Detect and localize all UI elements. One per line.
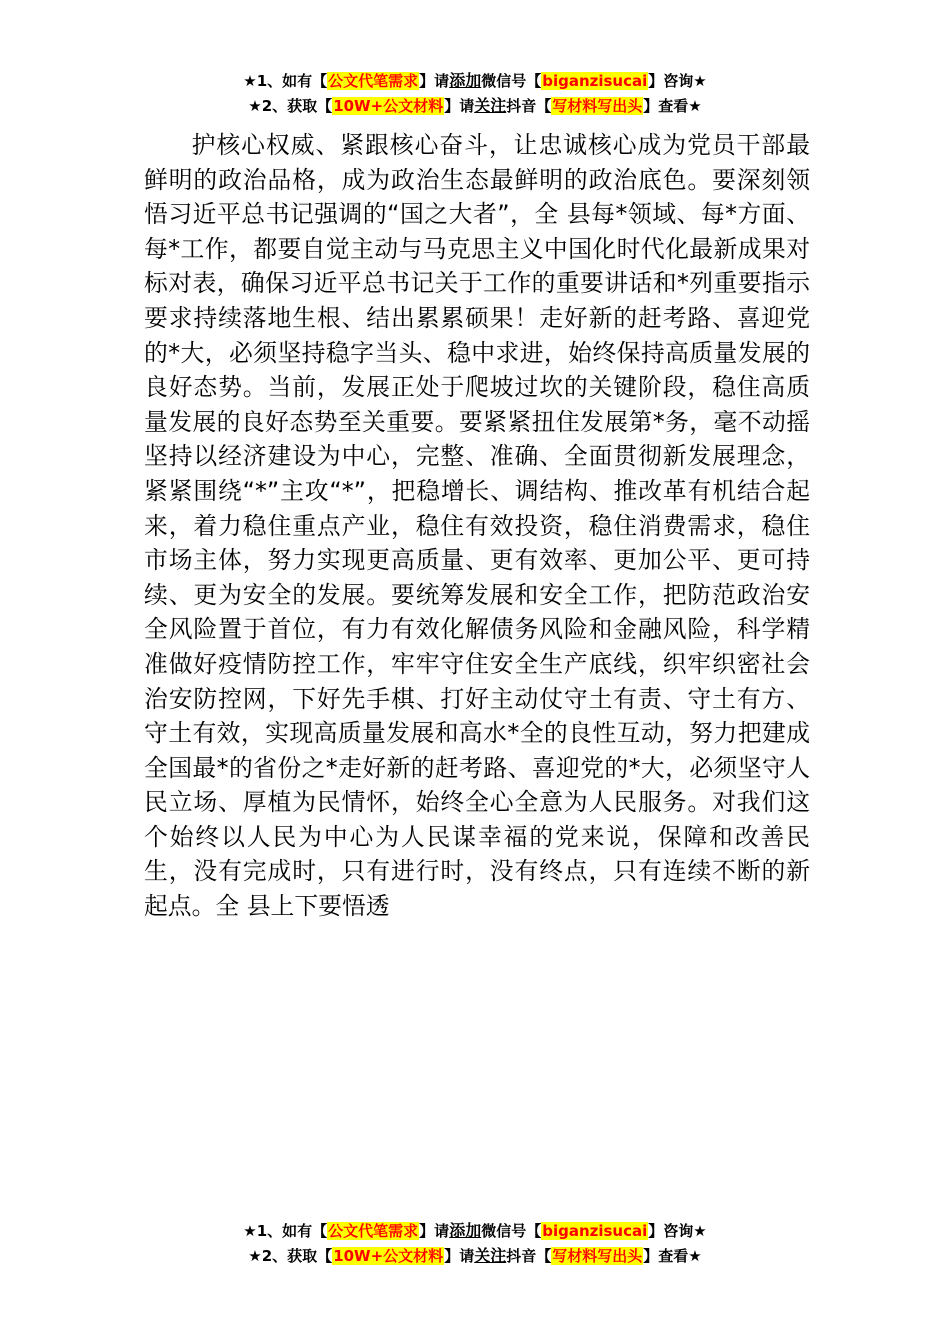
footer-underline-add: 添加 — [449, 1221, 482, 1240]
header-line-1-text-2: 微信号【 — [481, 72, 542, 90]
footer-highlight-wechat-id: biganzisucai — [542, 1222, 648, 1240]
footer-line-1-text: 】请 — [419, 1222, 450, 1240]
header-line-2 — [0, 93, 950, 118]
header-line-1 — [0, 68, 950, 93]
header-highlight-materials: 10W+公文材料 — [333, 97, 444, 115]
header-line-1-text: 】请 — [419, 72, 450, 90]
footer-underline-follow: 关注 — [474, 1246, 507, 1265]
header-highlight-wechat-id: biganzisucai — [542, 72, 648, 90]
footer-banner — [0, 1218, 950, 1268]
footer-line-2 — [0, 1243, 950, 1268]
header-line-2-prefix: ★2、获取【 — [248, 97, 333, 115]
body-paragraph: 护核心权威、紧跟核心奋斗，让忠诚核心成为党员干部最鲜明的政治品格，成为政治生态最鲜明的政治底色。要深刻领悟习近平总书记强调的“国之大者”，全 县每*领域、每*方面、每*工作，都要自觉主动与马克思主义中国化时代化最新成果对标对表，确保习近平总书记关于工作的重要讲话和*列重要指示要求持续落地生根、结出累累硕果！走好新的赶考路、喜迎党的*大，必须坚持稳字当头、稳中求进，始终保持高质量发展的良好态势。当前，发展正处于爬坡过坎的关键阶段，稳住高质量发展的良好态势至关重要。要紧紧扭住发展第*务，毫不动摇坚持以经济建设为中心，完整、准确、全面贯彻新发展理念，紧紧围绕“*”主攻“*”，把稳增长、调结构、推改革有机结合起来，着力稳住重点产业，稳住有效投资，稳住消费需求，稳住市场主体，努力实现更高质量、更有效率、更加公平、更可持续、更为安全的发展。要统筹发展和安全工作，把防范政治安全风险置于首位，有力有效化解债务风险和金融风险，科学精准做好疫情防控工作，牢牢守住安全生产底线，织牢织密社会治安防控网，下好先手棋、打好主动仗守土有责、守土有方、守土有效，实现高质量发展和高水*全的良性互动，努力把建成全国最*的省份之*走好新的赶考路、喜迎党的*大，必须坚守人民立场、厚植为民情怀，始终全心全意为人民服务。对我们这个始终以人民为中心为人民谋幸福的党来说，保障和改善民生，没有完成时，只有进行时，没有终点，只有连续不断的新起点。全 县上下要悟透 — [144, 131, 810, 921]
footer-line-2-text-2: 抖音【 — [506, 1247, 552, 1265]
header-line-2-text-2: 抖音【 — [506, 97, 552, 115]
footer-line-1-suffix: 】咨询★ — [648, 1222, 707, 1240]
footer-highlight-douyin: 写材料写出头 — [552, 1247, 643, 1265]
footer-line-2-text: 】请 — [444, 1247, 475, 1265]
header-line-2-suffix: 】查看★ — [643, 97, 702, 115]
header-underline-add: 添加 — [449, 71, 482, 90]
footer-line-1-prefix: ★1、如有【 — [243, 1222, 328, 1240]
header-line-2-text: 】请 — [444, 97, 475, 115]
footer-line-2-prefix: ★2、获取【 — [248, 1247, 333, 1265]
header-line-1-prefix: ★1、如有【 — [243, 72, 328, 90]
header-underline-follow: 关注 — [474, 96, 507, 115]
header-highlight-douyin: 写材料写出头 — [552, 97, 643, 115]
header-banner — [0, 68, 950, 118]
footer-line-1-text-2: 微信号【 — [481, 1222, 542, 1240]
footer-highlight-materials: 10W+公文材料 — [333, 1247, 444, 1265]
footer-line-2-suffix: 】查看★ — [643, 1247, 702, 1265]
header-line-1-suffix: 】咨询★ — [648, 72, 707, 90]
footer-line-1 — [0, 1218, 950, 1243]
footer-highlight-service: 公文代笔需求 — [328, 1222, 419, 1240]
header-highlight-service: 公文代笔需求 — [328, 72, 419, 90]
